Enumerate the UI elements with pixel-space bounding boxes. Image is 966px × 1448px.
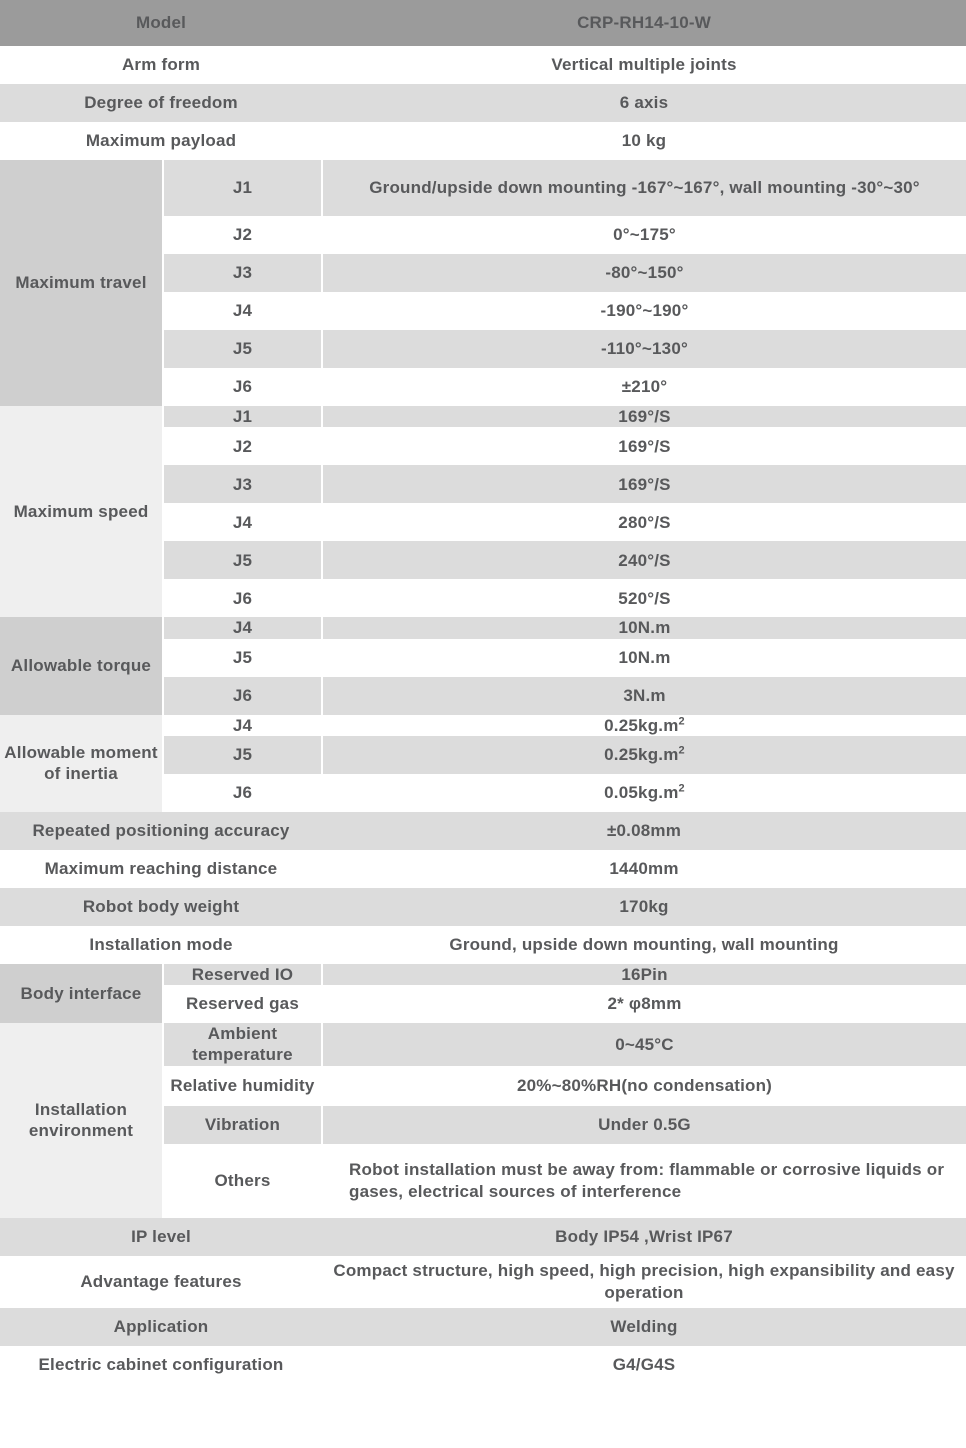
joint-value: 10N.m	[322, 617, 966, 638]
table-row	[0, 812, 966, 850]
joint-value: -190°~190°	[600, 301, 689, 321]
row-value: Ground, upside down mounting, wall mounting	[449, 935, 839, 955]
table-row	[0, 84, 966, 122]
joint-label: J1	[163, 406, 322, 427]
joint-label: J6	[163, 774, 322, 812]
row-value: ±0.08mm	[606, 821, 682, 841]
joint-value: ±210°	[621, 377, 668, 397]
subrow-label: Vibration	[163, 1106, 322, 1144]
joint-value-text: 0.05kg.m	[604, 783, 679, 803]
joint-label: J3	[163, 465, 322, 503]
row-label: Maximum reaching distance	[44, 859, 278, 879]
joint-label: J5	[163, 639, 322, 677]
superscript: 2	[678, 744, 685, 757]
header-label: Model	[135, 13, 187, 33]
row-label: Electric cabinet configuration	[38, 1354, 284, 1374]
group-label-installation-environment: Installation environment	[0, 1023, 163, 1218]
table-row	[0, 926, 966, 964]
subrow-value: 0~45°C	[322, 1023, 966, 1066]
joint-value: 169°/S	[618, 474, 671, 494]
table-row	[0, 715, 966, 736]
joint-value: 240°/S	[618, 550, 671, 570]
subrow-value: Under 0.5G	[598, 1114, 691, 1134]
subrow-value: 20%~80%RH(no condensation)	[516, 1075, 773, 1095]
joint-label: J5	[163, 736, 322, 774]
table-row	[0, 964, 966, 985]
row-label: IP level	[131, 1226, 191, 1246]
joint-value: 10N.m	[618, 647, 671, 667]
row-label: Repeated positioning accuracy	[32, 821, 290, 841]
joint-value-text: 0.25kg.m	[604, 715, 679, 735]
joint-label: J4	[163, 292, 322, 330]
joint-label: J2	[163, 216, 322, 254]
row-label: Installation mode	[89, 935, 233, 955]
subrow-value: 2* φ8mm	[607, 994, 682, 1014]
joint-value	[322, 774, 966, 812]
joint-value: 280°/S	[618, 512, 671, 532]
joint-value: Ground/upside down mounting -167°~167°, wall mounting -30°~30°	[322, 160, 966, 216]
joint-label: J6	[163, 579, 322, 617]
table-row	[0, 1256, 966, 1308]
row-value: Vertical multiple joints	[551, 55, 737, 75]
joint-label: J5	[163, 541, 322, 579]
joint-value	[322, 736, 966, 774]
row-label: Application	[113, 1316, 209, 1336]
row-label: Maximum payload	[85, 131, 237, 151]
joint-label: J3	[163, 254, 322, 292]
table-row	[0, 850, 966, 888]
group-label-maximum-travel: Maximum travel	[0, 160, 163, 406]
row-value: Welding	[610, 1316, 678, 1336]
joint-label: J4	[163, 503, 322, 541]
group-label-maximum-speed: Maximum speed	[0, 406, 163, 617]
header-value: CRP-RH14-10-W	[577, 13, 711, 33]
table-row	[0, 406, 966, 427]
table-row	[0, 160, 966, 216]
subrow-label: Others	[163, 1144, 322, 1218]
joint-value: 169°/S	[322, 406, 966, 427]
row-value: G4/G4S	[612, 1354, 676, 1374]
subrow-label: Reserved IO	[163, 964, 322, 985]
row-value: 1440mm	[609, 859, 679, 879]
subrow-value: Robot installation must be away from: flammable or corrosive liquids or gases, electrical sources of interference	[349, 1160, 945, 1201]
row-label: Robot body weight	[82, 897, 240, 917]
joint-label: J6	[163, 368, 322, 406]
joint-label: J4	[163, 715, 322, 736]
table-header-row	[0, 0, 966, 46]
row-label: Arm form	[121, 55, 201, 75]
joint-value	[322, 715, 966, 736]
joint-label: J1	[163, 160, 322, 216]
row-value: Body IP54 ,Wrist IP67	[555, 1226, 733, 1246]
row-value: 10 kg	[621, 131, 667, 151]
row-label: Degree of freedom	[84, 93, 238, 113]
superscript: 2	[678, 714, 685, 727]
joint-value: 520°/S	[618, 588, 671, 608]
group-label-allowable-moment-of-inertia: Allowable moment of inertia	[0, 715, 163, 812]
table-row	[0, 888, 966, 926]
row-label: Advantage features	[80, 1271, 242, 1291]
subrow-label: Ambient temperature	[163, 1023, 322, 1066]
table-row	[0, 1308, 966, 1346]
subrow-label: Reserved gas	[163, 985, 322, 1023]
group-label-allowable-torque: Allowable torque	[0, 617, 163, 714]
joint-label: J6	[163, 677, 322, 715]
table-row	[0, 1023, 966, 1066]
row-value: 170kg	[619, 897, 669, 917]
joint-label: J2	[163, 427, 322, 465]
joint-label: J5	[163, 330, 322, 368]
row-value: 6 axis	[619, 93, 669, 113]
joint-value: 169°/S	[618, 436, 671, 456]
joint-value: 3N.m	[623, 685, 666, 705]
joint-label: J4	[163, 617, 322, 638]
superscript: 2	[678, 782, 685, 795]
table-row	[0, 46, 966, 84]
joint-value-text: 0.25kg.m	[604, 745, 679, 765]
table-row	[0, 1218, 966, 1256]
subrow-label: Relative humidity	[163, 1066, 322, 1106]
joint-value: 0°~175°	[613, 225, 676, 245]
group-label-body-interface: Body interface	[0, 964, 163, 1023]
table-row	[0, 1346, 966, 1384]
table-row	[0, 617, 966, 638]
table-row	[0, 122, 966, 160]
joint-value: -80°~150°	[605, 263, 684, 283]
joint-value: -110°~130°	[601, 339, 688, 359]
row-value: Compact structure, high speed, high precision, high expansibility and easy operation	[333, 1261, 955, 1302]
subrow-value: 16Pin	[322, 964, 966, 985]
